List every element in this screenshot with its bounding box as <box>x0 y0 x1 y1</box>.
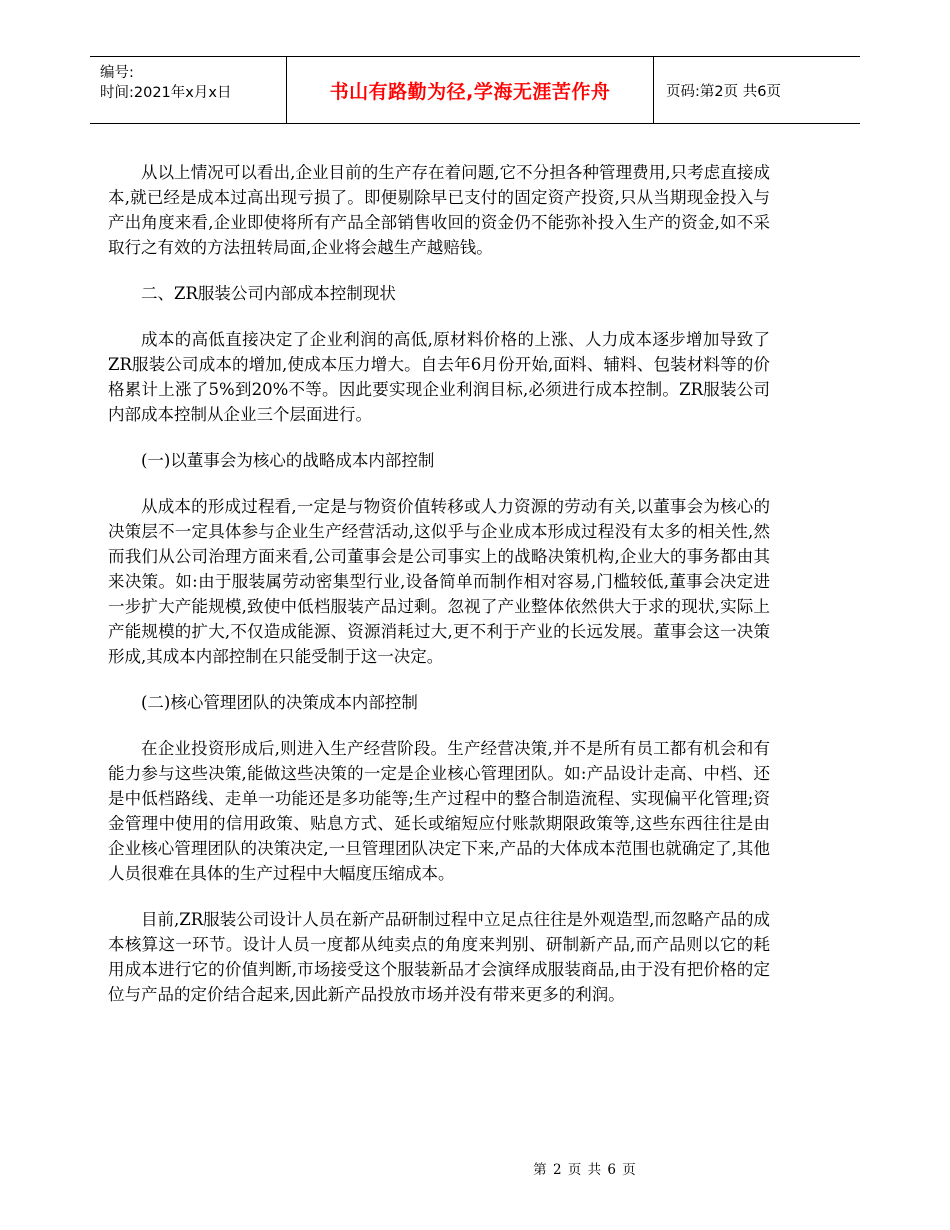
paragraph-3: 从成本的形成过程看,一定是与物资价值转移或人力资源的劳动有关,以董事会为核心的决策层不一定具体参与企业生产经营活动,这似乎与企业成本形成过程没有太多的相关性,然而我们从公司治理方面来看,公司董事会是公司事实上的战略决策机构,企业大的事务都由其来决策。如:由于服装属劳动密集型行业,设备简单而制作相对容易,门槛较低,董事会决定进一步扩大产能规模,致使中低档服装产品过剩。忽视了产业整体依然供大于求的现状,实际上产能规模的扩大,不仅造成能源、资源消耗过大,更不利于产业的长远发展。董事会这一决策形成,其成本内部控制在只能受制于这一决定。 <box>108 497 770 666</box>
page-header <box>90 56 860 124</box>
subsection-heading-2: (二)核心管理团队的决策成本内部控制 <box>141 693 418 712</box>
number-label: 编号: <box>100 65 134 81</box>
page-footer: 第 2 页 共 6 页 <box>533 1162 637 1178</box>
paragraph-5: 目前,ZR服装公司设计人员在新产品研制过程中立足点往往是外观造型,而忽略产品的成本核算这一环节。设计人员一度都从纯卖点的角度来判别、研制新产品,而产品则以它的耗用成本进行它的价值判断,市场接受这个服装新品才会演绎成服装商品,由于没有把价格的定位与产品的定价结合起来,因此新产品投放市场并没有带来更多的利润。 <box>108 910 770 1004</box>
paragraph-1: 从以上情况可以看出,企业目前的生产存在着问题,它不分担各种管理费用,只考虑直接成本,就已经是成本过高出现亏损了。即便剔除早已支付的固定资产投资,只从当期现金投入与产出角度来看,企业即使将所有产品全部销售收回的资金仍不能弥补投入生产的资金,如不采取行之有效的方法扭转局面,企业将会越生产越赔钱。 <box>108 163 770 257</box>
header-meta <box>90 57 286 123</box>
subsection-heading-1: (一)以董事会为核心的战略成本内部控制 <box>141 451 435 470</box>
section-heading: 二、ZR服装公司内部成本控制现状 <box>141 284 396 303</box>
time-label: 时间:2021年x月x日 <box>100 85 232 101</box>
paragraph-2: 成本的高低直接决定了企业利润的高低,原材料价格的上涨、人力成本逐步增加导致了ZR服装公司成本的增加,使成本压力增大。自去年6月份开始,面料、辅料、包装材料等的价格累计上涨了5%到20%不等。因此要实现企业利润目标,必须进行成本控制。ZR服装公司内部成本控制从企业三个层面进行。 <box>108 330 770 424</box>
document-body <box>108 160 770 1028</box>
header-page-label: 页码:第2页 共6页 <box>666 83 781 100</box>
header-motto: 书山有路勤为径,学海无涯苦作舟 <box>286 57 654 123</box>
paragraph-4: 在企业投资形成后,则进入生产经营阶段。生产经营决策,并不是所有员工都有机会和有能力参与这些决策,能做这些决策的一定是企业核心管理团队。如:产品设计走高、中档、还是中低档路线、走单一功能还是多功能等;生产过程中的整合制造流程、实现偏平化管理;资金管理中使用的信用政策、贴息方式、延长或缩短应付账款期限政策等,这些东西往往是由企业核心管理团队的决策决定,一旦管理团队决定下来,产品的大体成本范围也就确定了,其他人员很难在具体的生产过程中大幅度压缩成本。 <box>108 739 770 883</box>
